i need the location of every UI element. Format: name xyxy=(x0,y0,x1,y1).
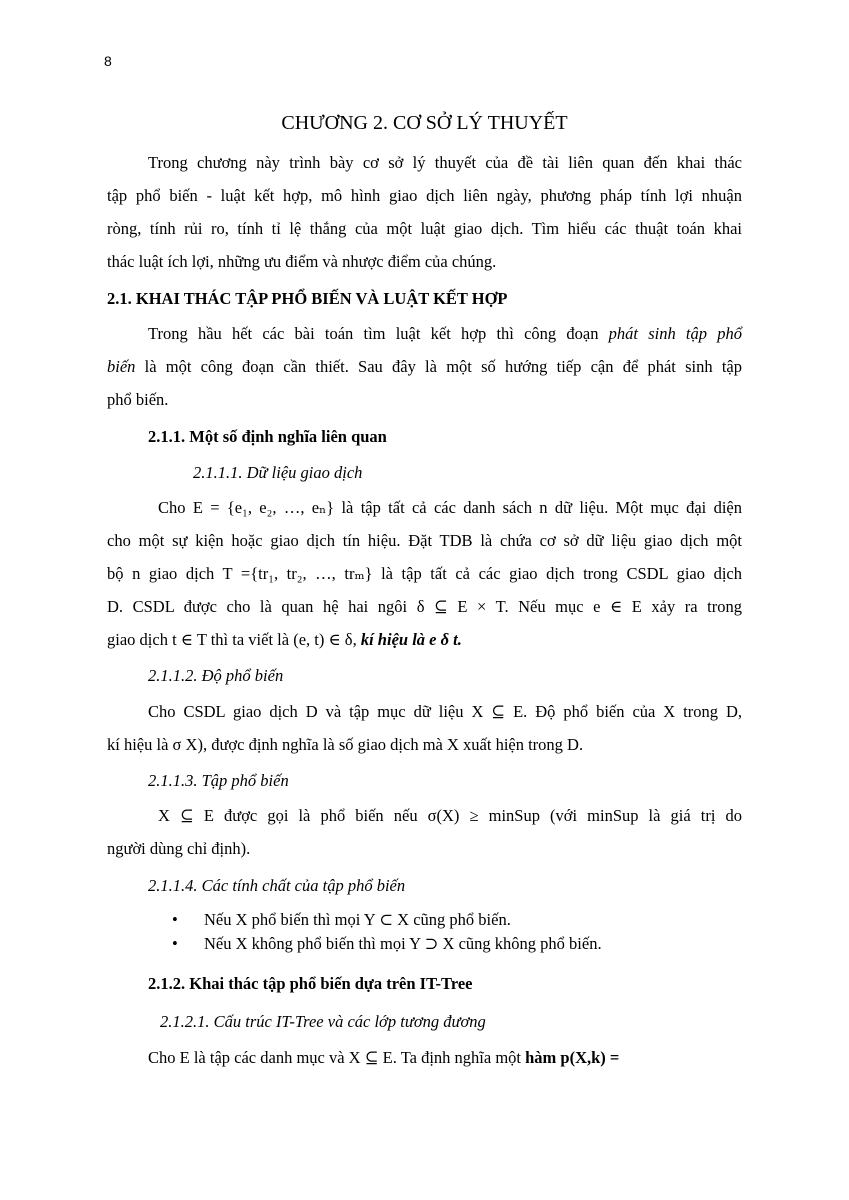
p5-text: Cho E là tập các danh mục và X ⊆ E. Ta định nghĩa một xyxy=(148,1048,526,1067)
intro-line-4: thác luật ích lợi, những ưu điểm và nhược điểm của chúng. xyxy=(107,252,497,271)
bullet-item-1: Nếu X phổ biến thì mọi Y ⊂ X cũng phổ biến. xyxy=(204,910,511,929)
subsubsection-2-1-1-1: 2.1.1.1. Dữ liệu giao dịch xyxy=(193,463,363,482)
p1-emphasis-cont: biến xyxy=(107,357,136,376)
p2-line-3: bộ n giao dịch T ={tr₁, tr₂, …, trₘ} là tập tất cả các giao dịch trong CSDL giao dịch xyxy=(107,564,742,583)
p4-line-1: X ⊆ E được gọi là phổ biến nếu σ(X) ≥ minSup (với minSup là giá trị do xyxy=(158,806,742,825)
bullet-marker: • xyxy=(172,910,178,929)
bullet-item-2: Nếu X không phổ biến thì mọi Y ⊃ X cũng không phổ biến. xyxy=(204,934,602,953)
p1-emphasis: phát sinh tập phổ xyxy=(608,324,742,343)
subsection-heading-2-1-2: 2.1.2. Khai thác tập phổ biến dựa trên IT-Tree xyxy=(148,974,473,993)
p1-line-2 xyxy=(107,357,742,377)
bullet-marker: • xyxy=(172,934,178,953)
p1-line-3: phổ biến. xyxy=(107,390,169,409)
intro-line-2: tập phổ biến - luật kết hợp, mô hình giao dịch liên ngày, phương pháp tính lợi nhuận xyxy=(107,186,742,205)
page-number: 8 xyxy=(104,53,112,69)
p5-function: hàm p(X,k) = xyxy=(525,1048,620,1067)
p1-text-cont: là một công đoạn cần thiết. Sau đây là một số hướng tiếp cận để phát sinh tập xyxy=(135,357,742,376)
p2-line-4: D. CSDL được cho là quan hệ hai ngôi δ ⊆ E × T. Nếu mục e ∈ E xảy ra trong xyxy=(107,597,742,616)
p2-text: giao dịch t ∈ T thì ta viết là (e, t) ∈ δ, xyxy=(107,630,361,649)
p2-line-2: cho một sự kiện hoặc giao dịch tín hiệu. Đặt TDB là chứa cơ sở dữ liệu giao dịch một xyxy=(107,531,742,550)
p1-line-1 xyxy=(148,324,742,344)
subsubsection-2-1-1-3: 2.1.1.3. Tập phổ biến xyxy=(148,771,289,790)
p3-line-1: Cho CSDL giao dịch D và tập mục dữ liệu X ⊆ E. Độ phổ biến của X trong D, xyxy=(148,702,742,721)
p2-notation: kí hiệu là e δ t. xyxy=(360,630,462,649)
p2-line-1: Cho E = {e₁, e₂, …, eₙ} là tập tất cả các danh sách n dữ liệu. Một mục đại diện xyxy=(158,498,742,517)
section-heading: 2.1. KHAI THÁC TẬP PHỔ BIẾN VÀ LUẬT KẾT HỢP xyxy=(107,289,508,308)
intro-line-3: ròng, tính rủi ro, tính tỉ lệ thắng của một luật giao dịch. Tìm hiểu các thuật toán khai xyxy=(107,219,742,238)
p2-line-5 xyxy=(107,630,462,650)
p5-line-1 xyxy=(148,1048,619,1068)
subsubsection-2-1-2-1: 2.1.2.1. Cấu trúc IT-Tree và các lớp tương đương xyxy=(160,1012,486,1031)
subsubsection-2-1-1-4: 2.1.1.4. Các tính chất của tập phổ biến xyxy=(148,876,406,895)
p1-text: Trong hầu hết các bài toán tìm luật kết hợp thì công đoạn xyxy=(148,324,609,343)
chapter-title: CHƯƠNG 2. CƠ SỞ LÝ THUYẾT xyxy=(281,112,568,134)
subsubsection-2-1-1-2: 2.1.1.2. Độ phổ biến xyxy=(148,666,284,685)
p3-line-2: kí hiệu là σ X), được định nghĩa là số giao dịch mà X xuất hiện trong D. xyxy=(107,735,584,754)
p4-line-2: người dùng chỉ định). xyxy=(107,839,251,858)
intro-line-1: Trong chương này trình bày cơ sở lý thuyết của đề tài liên quan đến khai thác xyxy=(148,153,742,172)
subsection-heading-2-1-1: 2.1.1. Một số định nghĩa liên quan xyxy=(148,427,387,446)
